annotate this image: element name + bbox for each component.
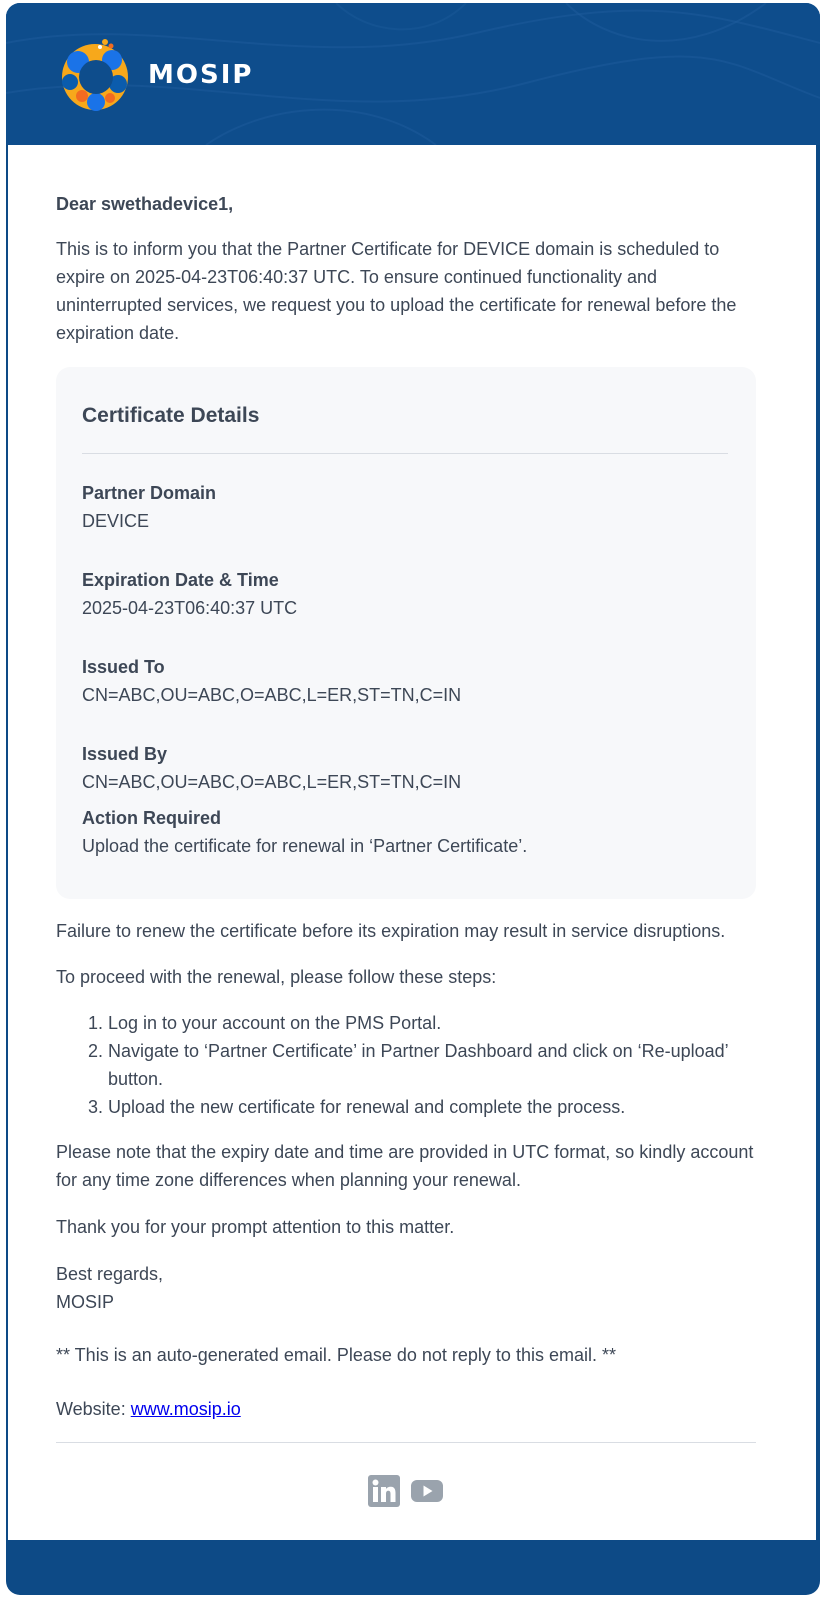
youtube-icon[interactable] <box>410 1475 444 1512</box>
mosip-logo-icon <box>56 36 134 114</box>
email-body <box>8 145 816 1540</box>
email-frame <box>6 3 820 1595</box>
steps-intro: To proceed with the renewal, please follow these steps: <box>56 967 497 987</box>
action-required-value: Upload the certificate for renewal in ‘Partner Certificate’. <box>82 836 528 856</box>
regards-line: Best regards, <box>56 1264 164 1284</box>
greeting: Dear swethadevice1, <box>56 194 234 214</box>
website-link[interactable]: www.mosip.io <box>130 1399 241 1419</box>
list-item: 3. Upload the new certificate for renewal and complete the process. <box>108 1093 756 1121</box>
website-line <box>56 1395 241 1423</box>
sign-off <box>56 1260 163 1316</box>
issued-by-field <box>82 740 461 796</box>
list-item: 1. Log in to your account on the PMS Portal. <box>108 1009 756 1037</box>
partner-domain-value: DEVICE <box>82 511 150 531</box>
issued-to-value: CN=ABC,OU=ABC,O=ABC,L=ER,ST=TN,C=IN <box>82 685 462 705</box>
auto-generated-notice: ** This is an auto-generated email. Please do not reply to this email. ** <box>56 1345 616 1365</box>
action-required-field <box>82 804 527 860</box>
action-required-label: Action Required <box>82 808 222 828</box>
website-label: Website: <box>56 1399 126 1419</box>
card-title: Certificate Details <box>82 404 260 427</box>
footer-divider <box>56 1442 756 1443</box>
issued-by-label: Issued By <box>82 744 168 764</box>
card-divider <box>82 453 728 454</box>
failure-warning: Failure to renew the certificate before its expiration may result in service disruptions. <box>56 921 726 941</box>
utc-note: Please note that the expiry date and time are provided in UTC format, so kindly account for any time zone differences when planning your renewal. <box>56 1142 754 1190</box>
issued-to-field <box>82 653 461 709</box>
social-links <box>368 1475 444 1512</box>
linkedin-icon[interactable] <box>368 1475 400 1512</box>
thanks-line: Thank you for your prompt attention to this matter. <box>56 1217 455 1237</box>
renewal-steps-list <box>56 1009 756 1121</box>
partner-domain-label: Partner Domain <box>82 483 217 503</box>
issued-by-value: CN=ABC,OU=ABC,O=ABC,L=ER,ST=TN,C=IN <box>82 772 462 792</box>
expiration-label: Expiration Date & Time <box>82 570 279 590</box>
partner-domain-field <box>82 479 216 535</box>
signature: MOSIP <box>56 1292 115 1312</box>
issued-to-label: Issued To <box>82 657 165 677</box>
expiration-field <box>82 566 297 622</box>
brand <box>56 36 253 114</box>
brand-name: MOSIP <box>148 60 254 90</box>
expiration-value: 2025-04-23T06:40:37 UTC <box>82 598 298 618</box>
intro-paragraph: This is to inform you that the Partner Certificate for DEVICE domain is scheduled to expire on 2025-04-23T06:40:37 UTC. To ensure continued functionality and uninterrupted services, we request you to upload the certificate for renewal before the expiration date. <box>56 239 737 343</box>
list-item: 2. Navigate to ‘Partner Certificate’ in Partner Dashboard and click on ‘Re-upload’ button. <box>108 1037 756 1093</box>
certificate-details-card <box>56 367 756 899</box>
email-header <box>6 3 820 145</box>
